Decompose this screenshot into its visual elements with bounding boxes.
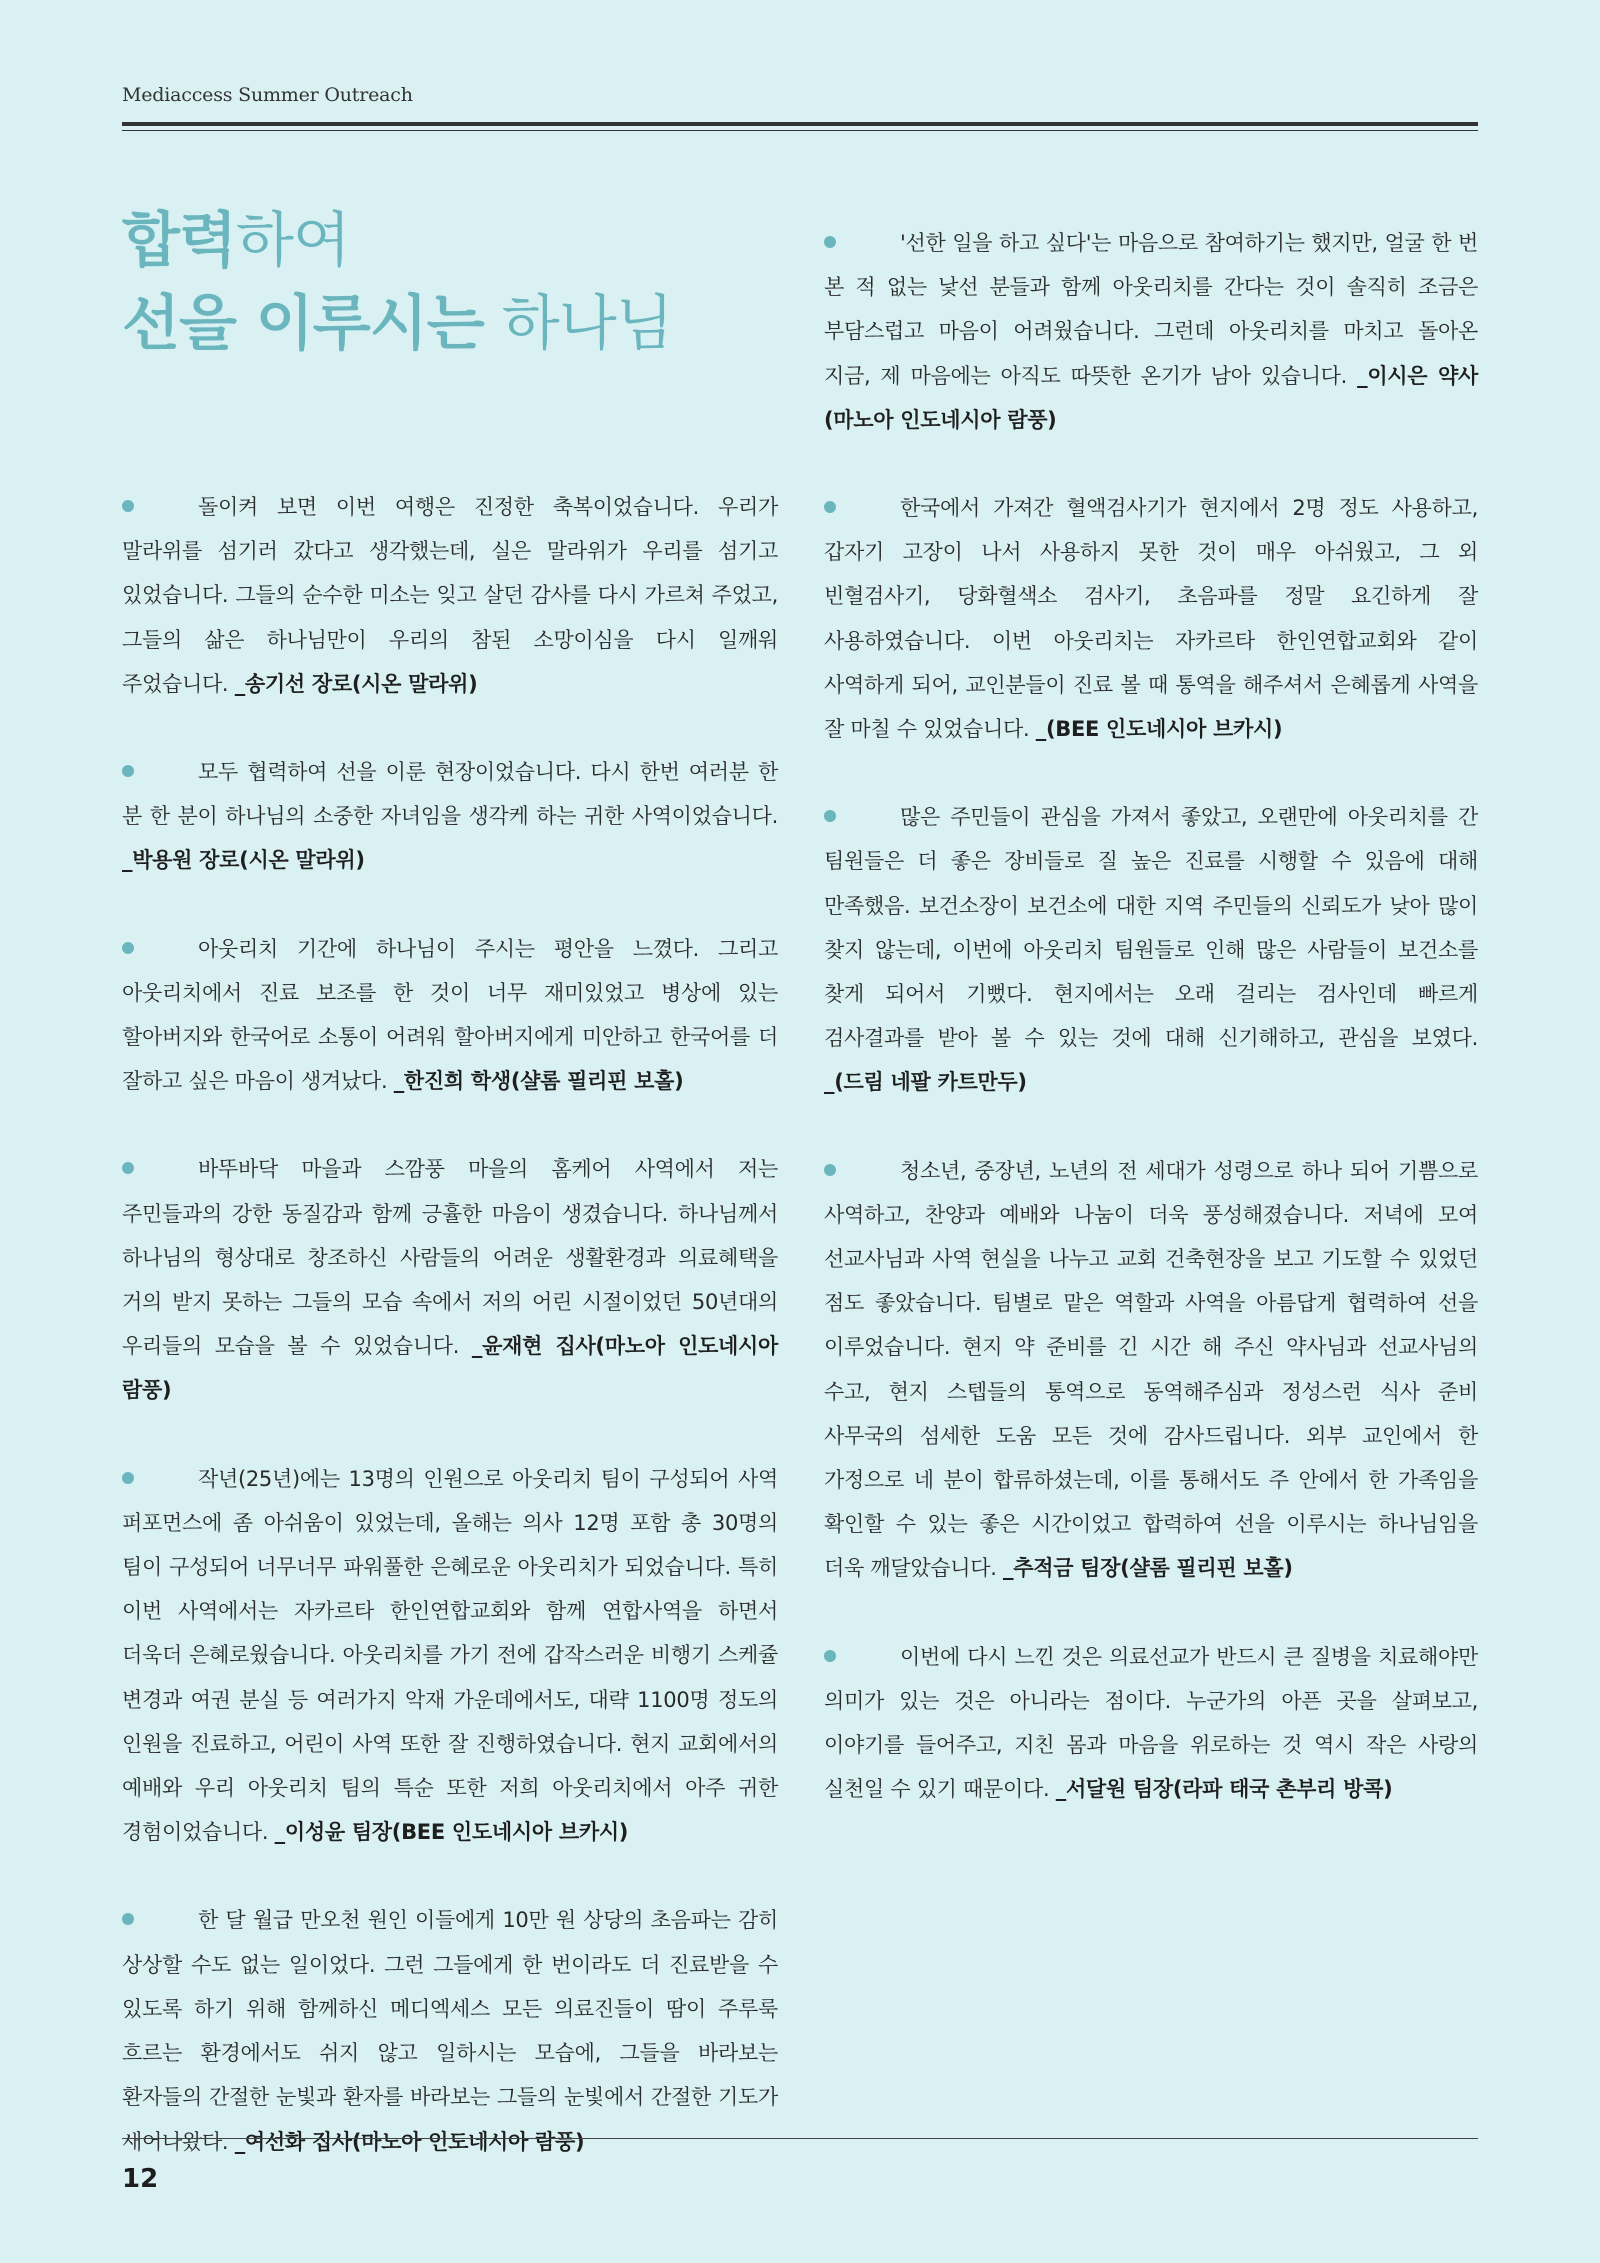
testimonial-entry xyxy=(122,485,778,706)
bullet-icon xyxy=(824,501,836,513)
testimonial-entry xyxy=(824,221,1478,442)
bullet-icon xyxy=(122,765,134,777)
testimonial-author: _(드림 네팔 카트만두) xyxy=(824,1070,1027,1095)
bullet-icon xyxy=(122,1913,134,1925)
testimonial-entry xyxy=(824,795,1478,1104)
publication-title: Mediaccess Summer Outreach xyxy=(122,84,413,106)
testimonial-author: _추적금 팀장(샬롬 필리핀 보홀) xyxy=(1003,1556,1293,1581)
bullet-icon xyxy=(824,810,836,822)
page-number: 12 xyxy=(122,2164,159,2194)
testimonial-text: 이번에 다시 느낀 것은 의료선교가 반드시 큰 질병을 치료해야만 의미가 있는 것은 아니라는 점이다. 누군가의 아픈 곳을 살펴보고, 이야기를 들어주고, 지친 몸과 마음을 위로하는 것 역시 작은 사랑의 실천일 수 있기 때문이다. xyxy=(824,1644,1478,1802)
testimonial-text: 돌이켜 보면 이번 여행은 진정한 축복이었습니다. 우리가 말라위를 섬기러 갔다고 생각했는데, 실은 말라위가 우리를 섬기고 있었습니다. 그들의 순수한 미소는 잊고 살던 감사를 다시 가르쳐 주었고, 그들의 삶은 하나님만이 우리의 참된 소망이심을 다시 일깨워 주었습니다. xyxy=(122,495,778,696)
testimonial-text: 한 달 월급 만오천 원인 이들에게 10만 원 상당의 초음파는 감히 상상할 수도 없는 일이었다. 그런 그들에게 한 번이라도 더 진료받을 수 있도록 하기 위해 함께하신 메디엑세스 모든 의료진들이 땀이 주루룩 흐르는 환경에서도 쉬지 않고 일하시는 모습에, 그들을 바라보는 환자들의 간절한 눈빛과 환자를 바라보는 그들의 눈빛에서 간절한 기도가 새어나왔다. xyxy=(122,1908,778,2154)
testimonial-author: _이시은 약사(마노아 인도네시아 람풍) xyxy=(824,363,1478,432)
testimonial-entry xyxy=(122,927,778,1104)
testimonial-author: _한진희 학생(샬롬 필리핀 보홀) xyxy=(393,1069,684,1094)
testimonial-text: 많은 주민들이 관심을 가져서 좋았고, 오랜만에 아웃리치를 간 팀원들은 더 좋은 장비들로 질 높은 진료를 시행할 수 있음에 대해 만족했음. 보건소장이 보건소에 대한 지역 주민들의 신뢰도가 낮아 많이 찾지 않는데, 이번에 아웃리치 팀원들로 인해 많은 사람들이 보건소를 찾게 되어서 기뻤다. 현지에서는 오래 걸리는 검사인데 빠르게 검사결과를 받아 볼 수 있는 것에 대해 신기해하고, 관심을 보였다. xyxy=(824,805,1478,1051)
testimonial-entry xyxy=(824,486,1478,751)
title-line-2 xyxy=(122,283,742,366)
bullet-icon xyxy=(122,1472,134,1484)
right-column xyxy=(824,200,1478,1856)
footer-divider xyxy=(122,2138,1478,2139)
testimonial-author: _서달원 팀장(라파 태국 촌부리 방콕) xyxy=(1055,1777,1393,1802)
testimonial-entry xyxy=(122,1457,778,1855)
testimonial-author: _송기선 장로(시온 말라위) xyxy=(234,671,478,696)
page-header xyxy=(122,84,1478,106)
testimonial-entry xyxy=(122,1898,778,2163)
testimonial-entry xyxy=(122,1147,778,1412)
bullet-icon xyxy=(824,236,836,248)
testimonial-author: _윤재현 집사(마노아 인도네시아 람풍) xyxy=(122,1334,778,1403)
title-line-2-light: 하나님 xyxy=(483,289,673,359)
bullet-icon xyxy=(122,500,134,512)
testimonial-text: 청소년, 중장년, 노년의 전 세대가 성령으로 하나 되어 기쁨으로 사역하고, 찬양과 예배와 나눔이 더욱 풍성해졌습니다. 저녁에 모여 선교사님과 사역 현실을 나누고 교회 건축현장을 보고 기도할 수 있었던 점도 좋았습니다. 팀별로 맡은 역할과 사역을 아름답게 협력하여 선을 이루었습니다. 현지 약 준비를 긴 시간 해 주신 약사님과 선교사님의 수고, 현지 스텝들의 통역으로 동역해주심과 정성스런 식사 준비 사무국의 섬세한 도움 모든 것에 감사드립니다. 외부 교인에서 한 가정으로 네 분이 합류하셨는데, 이를 통해서도 주 안에서 한 가족임을 확인할 수 있는 좋은 시간이었고 합력하여 선을 이루시는 하나님임을 더욱 깨달았습니다. xyxy=(824,1158,1478,1581)
testimonial-entry xyxy=(824,1635,1478,1812)
testimonial-text: 작년(25년)에는 13명의 인원으로 아웃리치 팀이 구성되어 사역 퍼포먼스에 좀 아쉬움이 있었는데, 올해는 의사 12명 포함 총 30명의 팀이 구성되어 너무너무 파워풀한 은혜로운 아웃리치가 되었습니다. 특히 이번 사역에서는 자카르타 한인연합교회와 함께 연합사역을 하면서 더욱더 은혜로웠습니다. 아웃리치를 가기 전에 갑작스러운 비행기 스케쥴 변경과 여권 분실 등 여러가지 악재 가운데에서도, 대략 1100명 정도의 인원을 진료하고, 어린이 사역 또한 잘 진행하였습니다. 현지 교회에서의 예배와 우리 아웃리치 팀의 특순 또한 저희 아웃리치에서 아주 귀한 경험이었습니다. xyxy=(122,1466,778,1845)
bullet-icon xyxy=(122,1162,134,1174)
bullet-icon xyxy=(824,1650,836,1662)
testimonial-entry xyxy=(824,1149,1478,1591)
title-line-2-bold: 선을 이루시는 xyxy=(122,289,484,359)
testimonial-text: 한국에서 가져간 혈액검사기가 현지에서 2명 정도 사용하고, 갑자기 고장이 나서 사용하지 못한 것이 매우 아쉬웠고, 그 외 빈혈검사기, 당화혈색소 검사기, 초음파를 정말 요긴하게 잘 사용하였습니다. 이번 아웃리치는 자카르타 한인연합교회와 같이 사역하게 되어, 교인분들이 진료 볼 때 통역을 해주셔서 은혜롭게 사역을 잘 마칠 수 있었습니다. xyxy=(824,496,1478,742)
article-title xyxy=(122,200,742,366)
testimonial-text: 아웃리치 기간에 하나님이 주시는 평안을 느꼈다. 그리고 아웃리치에서 진료 보조를 한 것이 너무 재미있었고 병상에 있는 할아버지와 한국어로 소통이 어려워 할아버지에게 미안하고 한국어를 더 잘하고 싶은 마음이 생겨났다. xyxy=(122,936,778,1094)
testimonial-author: _(BEE 인도네시아 브카시) xyxy=(1035,717,1283,742)
bullet-icon xyxy=(824,1164,836,1176)
title-line-1-light: 하여 xyxy=(235,206,350,276)
title-line-1 xyxy=(122,200,742,283)
testimonial-text: 모두 협력하여 선을 이룬 현장이었습니다. 다시 한번 여러분 한 분 한 분이 하나님의 소중한 자녀임을 생각케 하는 귀한 사역이었습니다. xyxy=(122,760,778,829)
left-column xyxy=(122,464,778,2208)
title-line-1-bold: 합력 xyxy=(122,206,236,276)
bullet-icon xyxy=(122,942,134,954)
testimonial-author: _박용원 장로(시온 말라위) xyxy=(122,848,365,873)
header-divider xyxy=(122,122,1478,131)
testimonial-author: _여선화 집사(마노아 인도네시아 람풍) xyxy=(234,2129,585,2154)
testimonial-entry xyxy=(122,750,778,883)
testimonial-text: 바뚜바닥 마을과 스깜풍 마을의 홈케어 사역에서 저는 주민들과의 강한 동질감과 함께 긍휼한 마음이 생겼습니다. 하나님께서 하나님의 형상대로 창조하신 사람들의 어려운 생활환경과 의료혜택을 거의 받지 못하는 그들의 모습 속에서 저의 어린 시절이었던 50년대의 우리들의 모습을 볼 수 있었습니다. xyxy=(122,1157,778,1359)
testimonial-author: _이성윤 팀장(BEE 인도네시아 브카시) xyxy=(274,1820,629,1845)
testimonial-text: '선한 일을 하고 싶다'는 마음으로 참여하기는 했지만, 얼굴 한 번 본 적 없는 낯선 분들과 함께 아웃리치를 간다는 것이 솔직히 조금은 부담스럽고 마음이 어려웠습니다. 그런데 아웃리치를 마치고 돌아온 지금, 제 마음에는 아직도 따뜻한 온기가 남아 있습니다. xyxy=(824,231,1478,388)
